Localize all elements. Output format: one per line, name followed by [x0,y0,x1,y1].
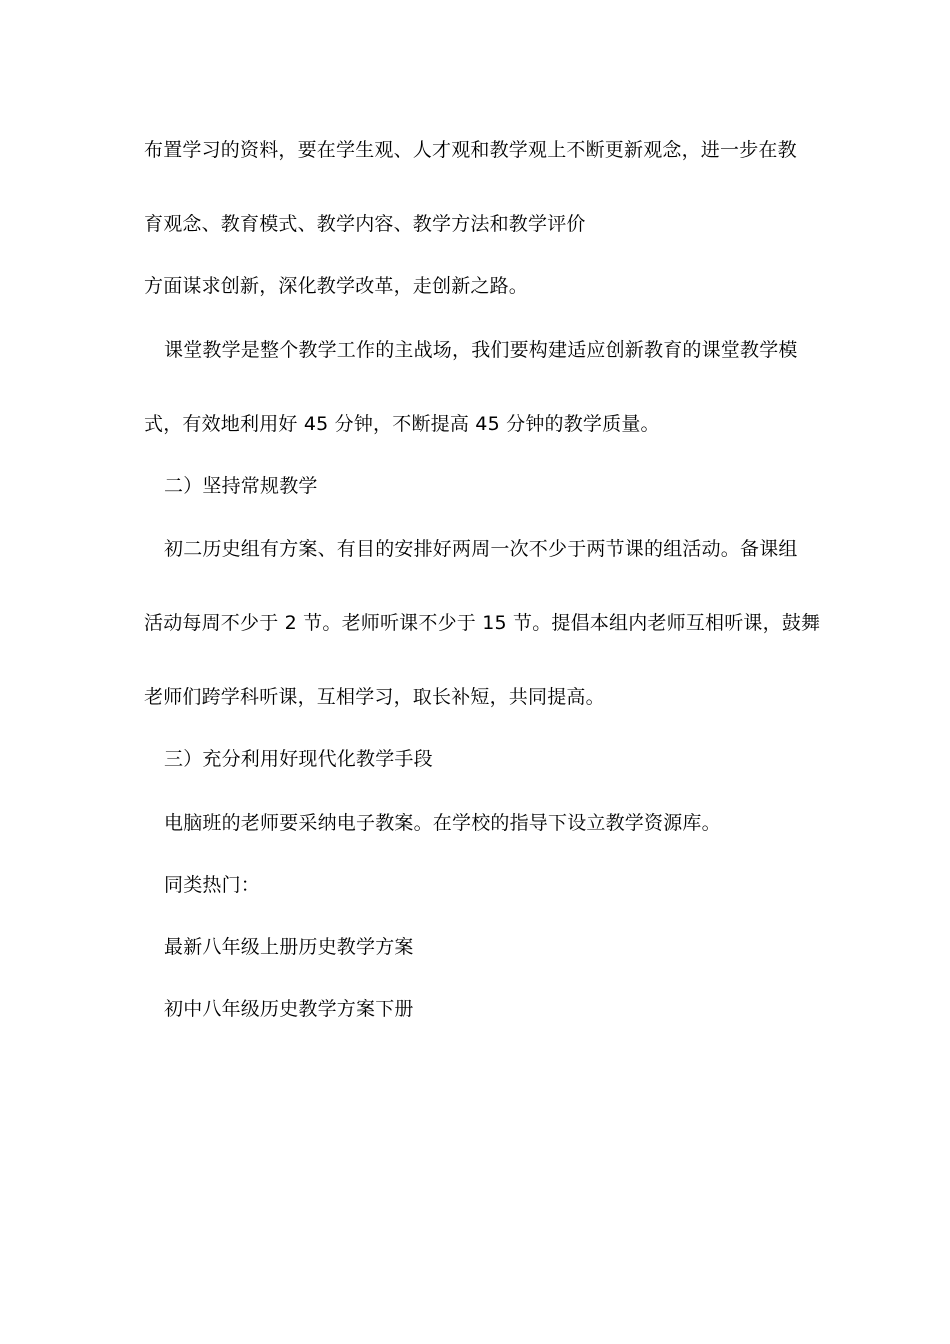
paragraph-line: 电脑班的老师要采纳电子教案。在学校的指导下设立教学资源库。 [164,812,721,834]
paragraph-line: 育观念、教育模式、教学内容、教学方法和教学评价 [144,213,586,235]
related-link[interactable]: 初中八年级历史教学方案下册 [164,998,414,1020]
paragraph-line: 式，有效地利用好 45 分钟，不断提高 45 分钟的教学质量。 [144,413,660,435]
section-heading: 二）坚持常规教学 [164,475,318,497]
paragraph-line: 老师们跨学科听课，互相学习，取长补短，共同提高。 [144,686,605,708]
section-heading: 三）充分利用好现代化教学手段 [164,748,433,770]
paragraph-line: 布置学习的资料，要在学生观、人才观和教学观上不断更新观念，进一步在教 [144,139,797,161]
paragraph-line: 课堂教学是整个教学工作的主战场，我们要构建适应创新教育的课堂教学模 [164,339,798,361]
paragraph-line: 活动每周不少于 2 节。老师听课不少于 15 节。提倡本组内老师互相听课，鼓舞 [144,612,821,634]
paragraph-line: 初二历史组有方案、有目的安排好两周一次不少于两节课的组活动。备课组 [164,538,798,560]
related-heading: 同类热门： [164,874,261,896]
paragraph-line: 方面谋求创新，深化教学改革，走创新之路。 [144,275,529,297]
related-link[interactable]: 最新八年级上册历史教学方案 [164,936,414,958]
